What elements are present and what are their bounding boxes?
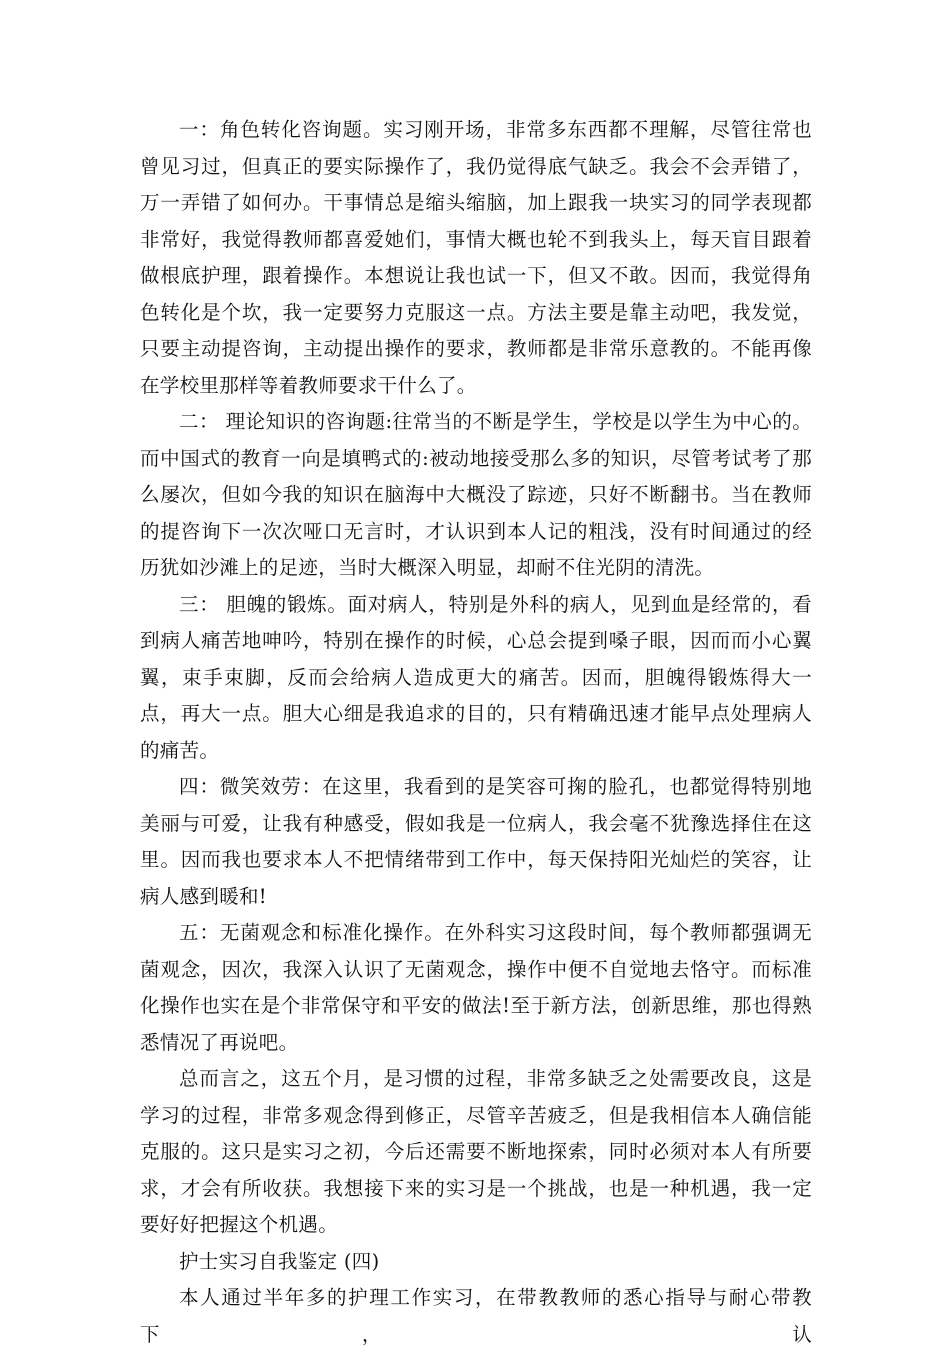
- paragraph-theory-knowledge: 二： 理论知识的咨询题:往常当的不断是学生，学校是以学生为中心的。而中国式的教育一向是填鸭式的:被动地接受那么多的知识，尽管考试考了那么屡次，但如今我的知识在脑海中大概没了踪迹，只好不断翻书。当在教师的提咨询下一次次哑口无言时，才认识到本人记的粗浅，没有时间通过的经历犹如沙滩上的足迹，当时大概深入明显，却耐不住光阴的清洗。: [140, 410, 812, 579]
- paragraph-aseptic-standard: 五：无菌观念和标准化操作。在外科实习这段时间，每个教师都强调无菌观念，因次，我深入认识了无菌观念，操作中便不自觉地去恪守。而标准化操作也实在是个非常保守和平安的做法!至于新方法，创新思维，那也得熟悉情况了再说吧。: [140, 921, 812, 1054]
- paragraph-courage-training: 三： 胆魄的锻炼。面对病人，特别是外科的病人，见到血是经常的，看到病人痛苦地呻吟，特别在操作的时候，心总会提到嗓子眼，因而而小心翼翼，束手束脚，反而会给病人造成更大的痛苦。因而，胆魄得锻炼得大一点，再大一点。胆大心细是我追求的目的，只有精确迅速才能早点处理病人的痛苦。: [140, 592, 812, 762]
- paragraph-smile-service: 四：微笑效劳：在这里，我看到的是笑容可掬的脸孔，也都觉得特别地美丽与可爱，让我有种感受，假如我是一位病人，我会毫不犹豫选择住在这里。因而我也要求本人不把情绪带到工作中，每天保持阳光灿烂的笑容，让病人感到暖和!: [140, 775, 812, 908]
- closing-line: 本人通过半年多的护理工作实习，在带教教师的悉心指导与耐心带教下， 认: [140, 1286, 812, 1346]
- paragraph-role-transition: 一：角色转化咨询题。实习刚开场，非常多东西都不理解，尽管往常也曾见习过，但真正的要实际操作了，我仍觉得底气缺乏。我会不会弄错了，万一弄错了如何办。干事情总是缩头缩脑，加上跟我一块实习的同学表现都非常好，我觉得教师都喜爱她们，事情大概也轮不到我头上，每天盲目跟着做根底护理，跟着操作。本想说让我也试一下，但又不敢。因而，我觉得角色转化是个坎，我一定要努力克服这一点。方法主要是靠主动吧，我发觉，只要主动提咨询，主动提出操作的要求，教师都是非常乐意教的。不能再像在学校里那样等着教师要求干什么了。: [140, 118, 812, 397]
- section-heading: 护士实习自我鉴定 (四): [179, 1249, 380, 1273]
- paragraph-summary: 总而言之，这五个月，是习惯的过程，非常多缺乏之处需要改良，这是学习的过程，非常多观念得到修正，尽管辛苦疲乏，但是我相信本人确信能克服的。这只是实习之初，今后还需要不断地探索，同时必须对本人有所要求，才会有所收获。我想接下来的实习是一个挑战，也是一种机遇，我一定要好好把握这个机遇。: [140, 1067, 812, 1236]
- document-body: [140, 112, 812, 1353]
